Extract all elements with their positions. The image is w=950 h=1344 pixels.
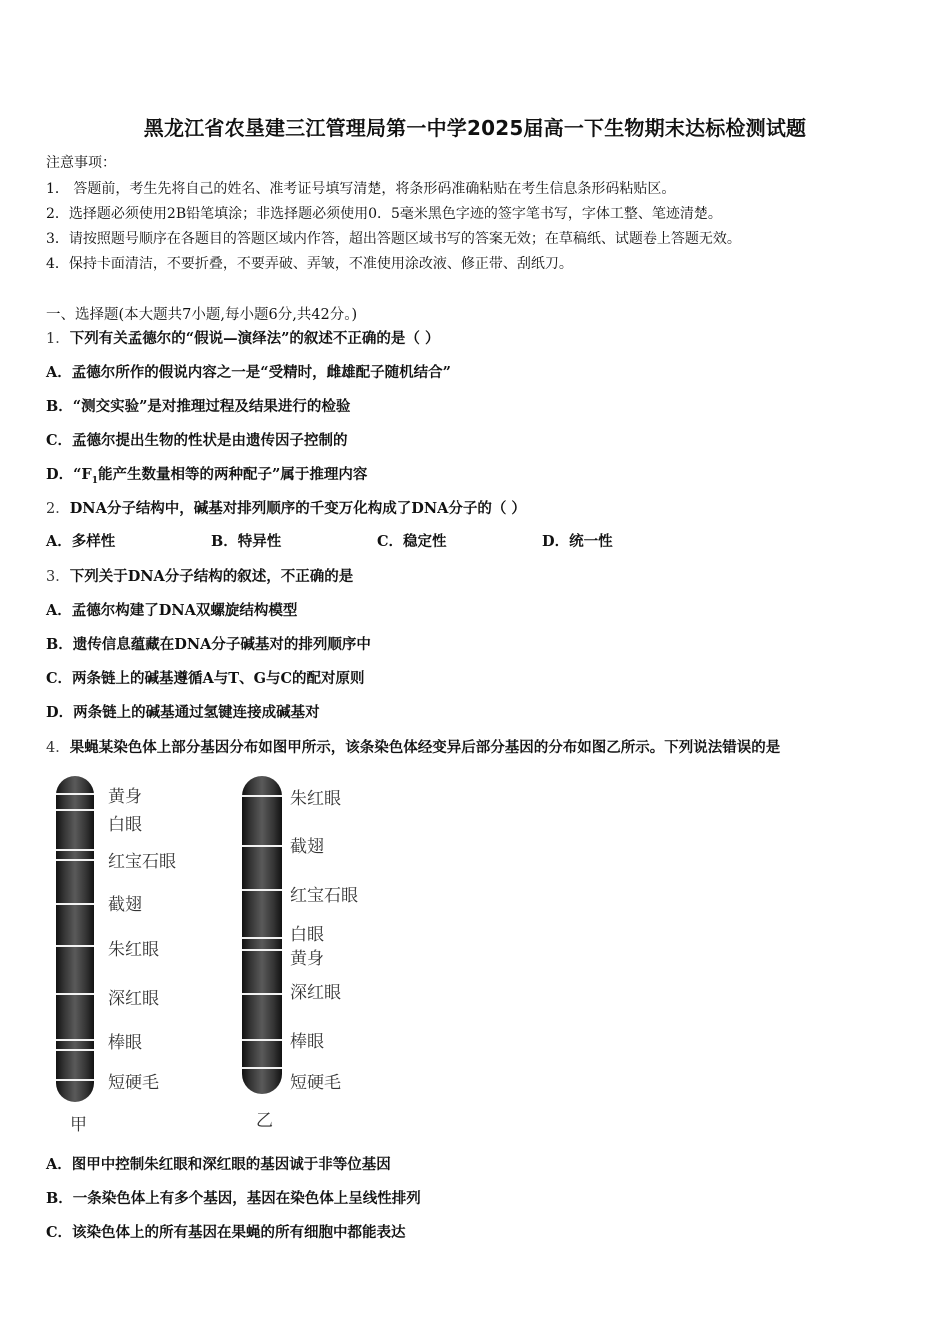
q2-option-c: C．稳定性: [377, 533, 447, 550]
q2-option-b: B．特异性: [211, 533, 282, 550]
q1-option-c: C．孟德尔提出生物的性状是由遗传因子控制的: [46, 432, 348, 449]
jia-label: 短硬毛: [108, 1073, 159, 1093]
question-3: [46, 565, 353, 586]
jia-label: 白眼: [108, 815, 142, 835]
question-stem: 下列有关孟德尔的“假说—演绎法”的叙述不正确的是（ ）: [69, 330, 440, 347]
q1-option-a: A．孟德尔所作的假说内容之一是“受精时，雌雄配子随机结合”: [46, 364, 451, 381]
notice-heading: 注意事项：: [46, 155, 116, 171]
yi-label: 白眼: [290, 925, 324, 945]
q1-option-d: [46, 463, 367, 486]
notice-item-4: 4．保持卡面清洁，不要折叠，不要弄破、弄皱，不准使用涂改液、修正带、刮纸刀。: [46, 256, 573, 272]
yi-label: 短硬毛: [290, 1073, 341, 1093]
question-number: 4．: [46, 740, 70, 756]
question-number: 2．: [46, 501, 70, 517]
q4-option-a: A．图甲中控制朱红眼和深红眼的基因诚于非等位基因: [46, 1156, 391, 1173]
question-number: 1．: [46, 331, 70, 347]
yi-label: 截翅: [290, 837, 324, 857]
q3-option-c: C．两条链上的碱基遵循A与T、G与C的配对原则: [46, 670, 365, 687]
question-stem: 下列关于DNA分子结构的叙述，不正确的是: [69, 568, 354, 585]
notice-item-1: 1． 答题前，考生先将自己的姓名、准考证号填写清楚，将条形码准确粘贴在考生信息条形码粘贴区。: [46, 181, 676, 197]
yi-label: 朱红眼: [290, 789, 341, 809]
chromosome-diagram: [46, 768, 426, 1138]
section-heading: 一、选择题(本大题共7小题,每小题6分,共42分。): [46, 307, 358, 323]
q1-option-d-suffix: 能产生数量相等的两种配子”属于推理内容: [97, 466, 368, 483]
yi-label: 深红眼: [290, 983, 341, 1003]
jia-label: 黄身: [108, 787, 142, 807]
question-stem: 果蝇某染色体上部分基因分布如图甲所示，该条染色体经变异后部分基因的分布如图乙所示。下列说法错误的是: [69, 739, 781, 756]
chromosome-yi: [242, 776, 282, 1094]
jia-label: 深红眼: [108, 989, 159, 1009]
jia-label: 棒眼: [108, 1033, 142, 1053]
yi-label: 棒眼: [290, 1032, 324, 1052]
jia-label: 红宝石眼: [108, 852, 176, 872]
question-number: 3．: [46, 569, 70, 585]
q1-option-b: B．“测交实验”是对推理过程及结果进行的检验: [46, 398, 351, 415]
q2-option-d: D．统一性: [542, 533, 613, 550]
chromosome-figure: [46, 768, 426, 1138]
figure-caption-yi: 乙: [256, 1111, 273, 1131]
q4-option-b: B．一条染色体上有多个基因，基因在染色体上呈线性排列: [46, 1190, 421, 1207]
q3-option-d: D．两条链上的碱基通过氢键连接成碱基对: [46, 704, 320, 721]
notice-item-2: 2．选择题必须使用2B铅笔填涂；非选择题必须使用0．5毫米黑色字迹的签字笔书写，字体工整、笔迹清楚。: [46, 206, 722, 222]
q4-option-c: C．该染色体上的所有基因在果蝇的所有细胞中都能表达: [46, 1224, 406, 1241]
yi-label: 红宝石眼: [290, 886, 358, 906]
chromosome-jia: [56, 776, 94, 1102]
notice-item-3: 3．请按照题号顺序在各题目的答题区域内作答，超出答题区域书写的答案无效；在草稿纸、试题卷上答题无效。: [46, 231, 741, 247]
question-1: [46, 327, 439, 348]
figure-caption-jia: 甲: [70, 1115, 87, 1135]
question-2: [46, 497, 526, 518]
page-title: 黑龙江省农垦建三江管理局第一中学2025届高一下生物期末达标检测试题: [143, 116, 807, 140]
jia-label: 朱红眼: [108, 940, 159, 960]
question-stem: DNA分子结构中，碱基对排列顺序的千变万化构成了DNA分子的（ ）: [69, 500, 526, 517]
jia-label: 截翅: [108, 895, 142, 915]
yi-label: 黄身: [290, 949, 324, 969]
q1-option-d-subscript: 1: [91, 475, 98, 486]
q3-option-a: A．孟德尔构建了DNA双螺旋结构模型: [46, 602, 298, 619]
question-4: [46, 736, 780, 757]
q1-option-d-prefix: D．“F: [46, 466, 92, 483]
q3-option-b: B．遗传信息蕴藏在DNA分子碱基对的排列顺序中: [46, 636, 371, 653]
q2-option-a: A．多样性: [46, 533, 116, 550]
